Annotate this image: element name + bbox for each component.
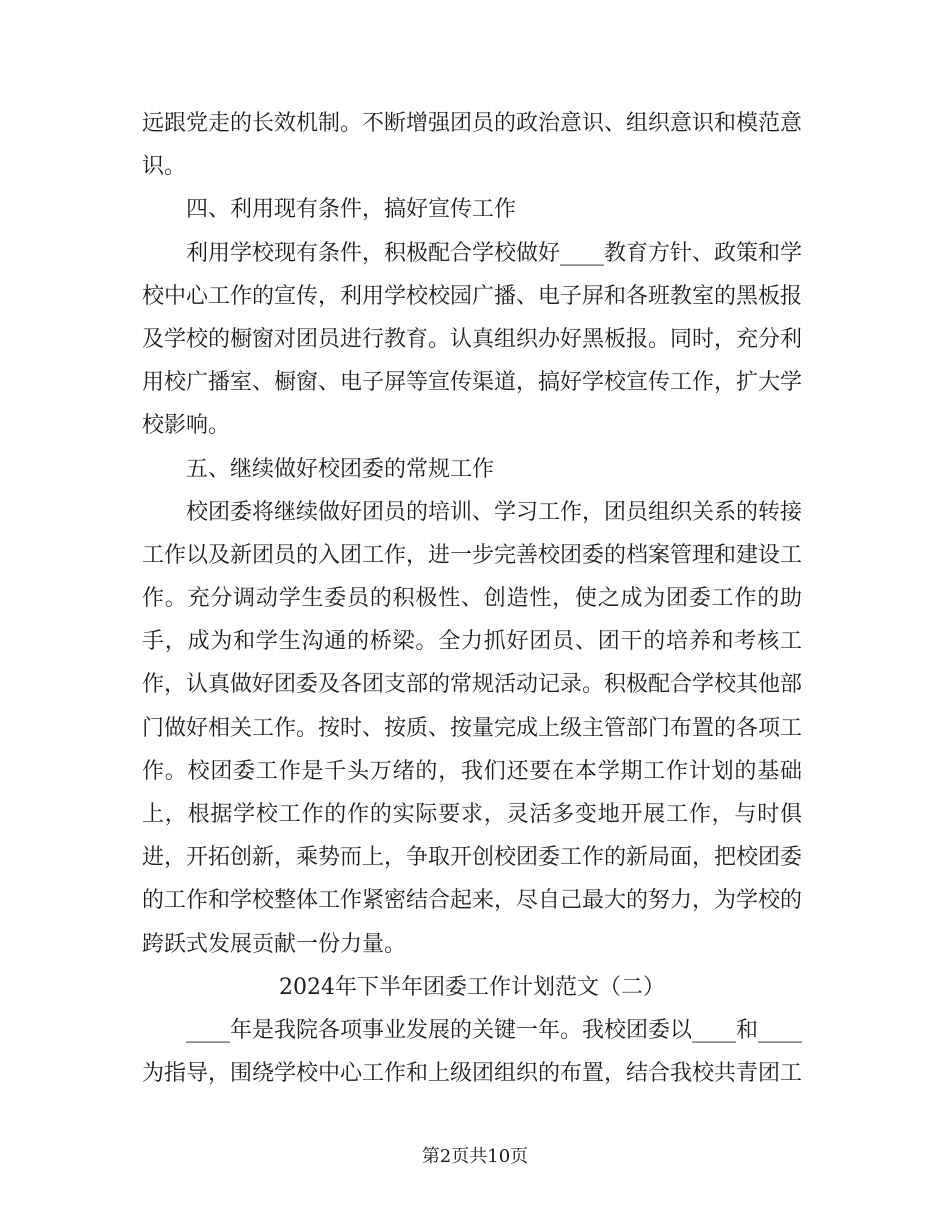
body-line: 校团委将继续做好团员的培训、学习工作，团员组织关系的转接 [186,499,803,525]
body-line: 校中心工作的宣传，利用学校校园广播、电子屏和各班教室的黑板报 [142,283,803,309]
body-line: 门做好相关工作。按时、按质、按量完成上级主管部门布置的各项工 [142,715,803,741]
body-line: ____年是我院各项事业发展的关键一年。我校团委以____和____ [186,1017,803,1043]
body-line: 校影响。 [142,413,231,439]
body-line: 作。校团委工作是千头万绪的，我们还要在本学期工作计划的基础 [142,758,802,784]
body-line: 用校广播室、橱窗、电子屏等宣传渠道，搞好学校宣传工作，扩大学 [142,370,803,396]
body-line: 跨跃式发展贡献一份力量。 [142,931,407,957]
document-title: 2024年下半年团委工作计划范文（二） [279,974,665,1000]
body-line: 及学校的橱窗对团员进行教育。认真组织办好黑板报。同时，充分利 [142,326,803,352]
page-number-footer: 第2页共10页 [421,1146,529,1167]
body-line: 的工作和学校整体工作紧密结合起来，尽自己最大的努力，为学校的 [142,888,803,914]
document-body [142,102,802,1095]
body-line: 利用学校现有条件，积极配合学校做好____教育方针、政策和学 [186,240,803,266]
body-line: 识。 [142,154,187,180]
body-line: 工作以及新团员的入团工作，进一步完善校团委的档案管理和建设工 [142,542,803,568]
section-heading: 四、利用现有条件，搞好宣传工作 [186,197,517,223]
body-line: 作。充分调动学生委员的积极性、创造性，使之成为团委工作的助 [142,586,802,612]
body-line: 为指导，围绕学校中心工作和上级团组织的布置，结合我校共青团工 [142,1061,803,1087]
body-line: 远跟党走的长效机制。不断增强团员的政治意识、组织意识和模范意 [142,111,803,136]
body-line: 作，认真做好团委及各团支部的常规活动记录。积极配合学校其他部 [142,672,803,698]
body-line: 手，成为和学生沟通的桥梁。全力抓好团员、团干的培养和考核工 [142,629,802,655]
body-line: 上，根据学校工作的作的实际要求，灵活多变地开展工作，与时俱 [142,802,802,827]
section-heading: 五、继续做好校团委的常规工作 [186,456,495,482]
body-line: 进，开拓创新，乘势而上，争取开创校团委工作的新局面，把校团委 [142,845,803,871]
